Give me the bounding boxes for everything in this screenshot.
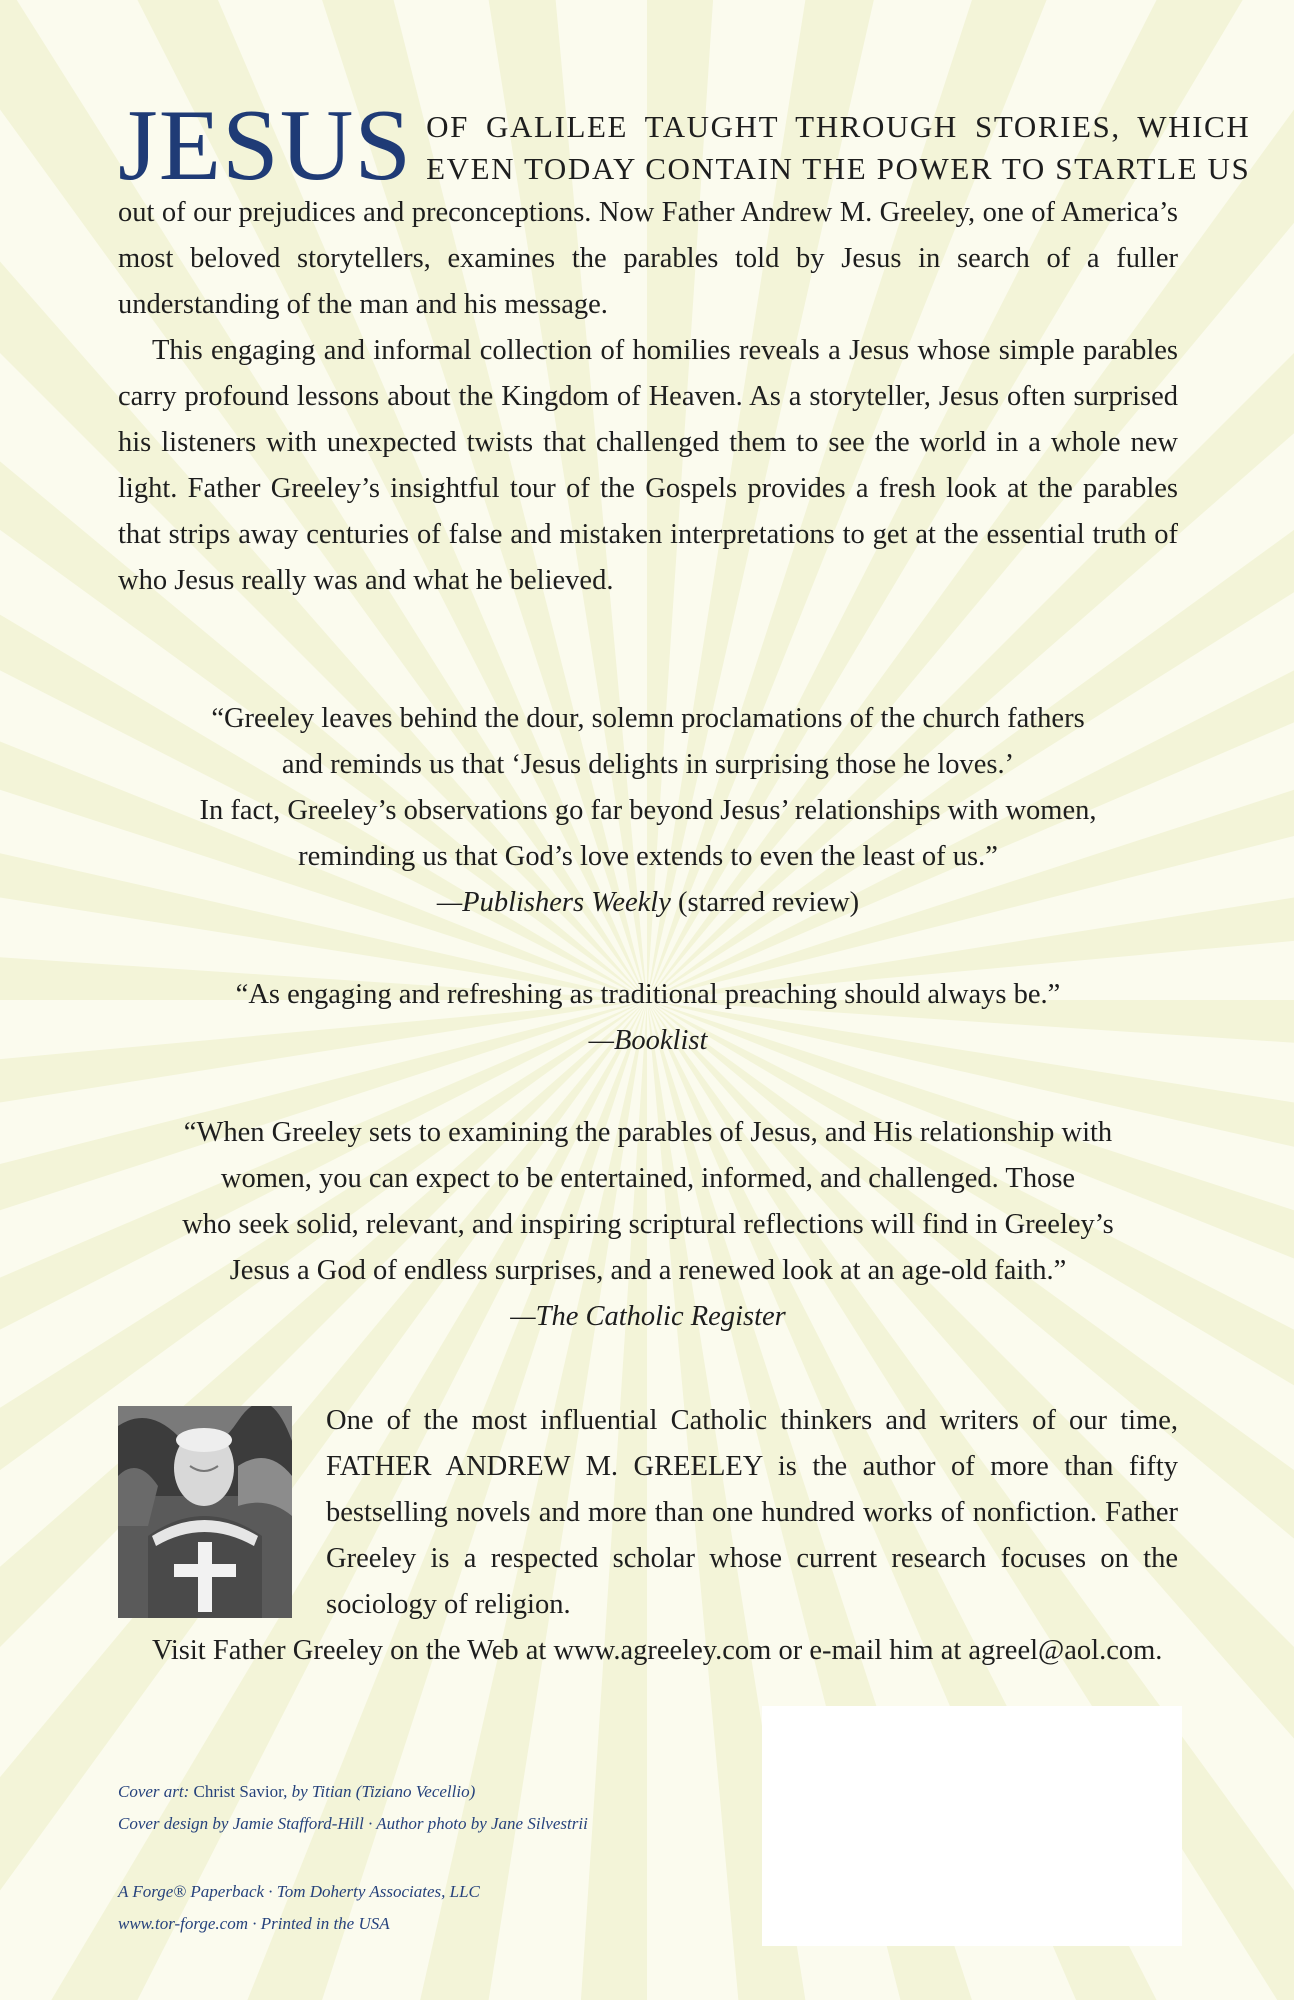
author-photo-image: [118, 1406, 292, 1618]
author-bio-text: One of the most influential Catholic thinkers and writers of our time, FATHER ANDREW M. GREELEY is the author of more than fifty bestselling novels and more than one hundred works of nonfiction. Father Greeley is a respected scholar whose current research focuses on the sociology of religion.: [326, 1405, 1178, 1620]
barcode-area: [762, 1706, 1182, 1946]
quote-line: reminding us that God’s love extends to even the least of us.”: [298, 841, 998, 872]
quote-source: —Booklist: [588, 1025, 708, 1056]
publisher-web-line: www.tor-forge.com · Printed in the USA: [118, 1914, 390, 1933]
author-bio: [326, 1398, 1178, 1628]
cover-art-by: by Titian (Tiziano Vecellio): [287, 1782, 476, 1801]
quote-line: “Greeley leaves behind the dour, solemn proclamations of the church fathers: [211, 703, 1085, 734]
dropcap-jesus: JESUS: [118, 89, 413, 202]
quote-line: In fact, Greeley’s observations go far beyond Jesus’ relationships with women,: [199, 795, 1097, 826]
quote-attribution: [118, 880, 1178, 926]
publisher-info: [118, 1876, 480, 1940]
intro-section: [118, 89, 1251, 604]
quote-source: —The Catholic Register: [510, 1301, 786, 1332]
intro-heading: [118, 89, 1251, 202]
cover-art-credit: [118, 1776, 588, 1808]
intro-cap-line-2: EVEN TODAY CONTAIN THE POWER TO STARTLE US: [426, 151, 1251, 186]
review-quote-publishers-weekly: [118, 696, 1178, 926]
intro-paragraph-1: out of our prejudices and preconceptions. Now Father Andrew M. Greeley, one of America’s most beloved storytellers, examines the parables told by Jesus in search of a fuller understanding of the man and his message.: [118, 197, 1178, 320]
quote-line: “When Greeley sets to examining the parables of Jesus, and His relationship with: [183, 1117, 1113, 1148]
review-quote-booklist: [118, 972, 1178, 1064]
publisher-line: A Forge® Paperback · Tom Doherty Associates, LLC: [118, 1882, 480, 1901]
quote-line: Jesus a God of endless surprises, and a renewed look at an age-old faith.”: [229, 1255, 1067, 1286]
quote-line: who seek solid, relevant, and inspiring scriptural reflections will find in Greeley’s: [182, 1209, 1114, 1240]
design-credit: Cover design by Jamie Stafford-Hill · Author photo by Jane Silvestrii: [118, 1814, 588, 1833]
quote-source-note: (starred review): [670, 887, 860, 918]
cover-art-title: Christ Savior,: [193, 1782, 288, 1801]
author-contact-text: Visit Father Greeley on the Web at www.agreeley.com or e-mail him at agreel@aol.com.: [152, 1635, 1163, 1666]
intro-paragraph-2: This engaging and informal collection of homilies reveals a Jesus whose simple parables carry profound lessons about the Kingdom of Heaven. As a storyteller, Jesus often surprised his listeners with unexpected twists that challenged them to see the world in a whole new light. Father Greeley’s insightful tour of the Gospels provides a fresh look at the parables that strips away centuries of false and mistaken interpretations to get at the essential truth of who Jesus really was and what he believed.: [118, 335, 1178, 596]
cover-art-label: Cover art:: [118, 1782, 194, 1801]
quote-line: “As engaging and refreshing as traditional preaching should always be.”: [235, 979, 1061, 1010]
cover-credits: [118, 1776, 588, 1840]
quote-source: —Publishers Weekly: [436, 887, 671, 918]
intro-cap-line-1: OF GALILEE TAUGHT THROUGH STORIES, WHICH: [426, 109, 1251, 144]
review-quote-catholic-register: [118, 1110, 1178, 1340]
intro-capitals: [426, 100, 1250, 190]
quote-line: women, you can expect to be entertained, informed, and challenged. Those: [220, 1163, 1076, 1194]
author-contact: [118, 1628, 1178, 1674]
author-photo: [118, 1406, 292, 1618]
quote-line: and reminds us that ‘Jesus delights in surprising those he loves.’: [281, 749, 1015, 780]
